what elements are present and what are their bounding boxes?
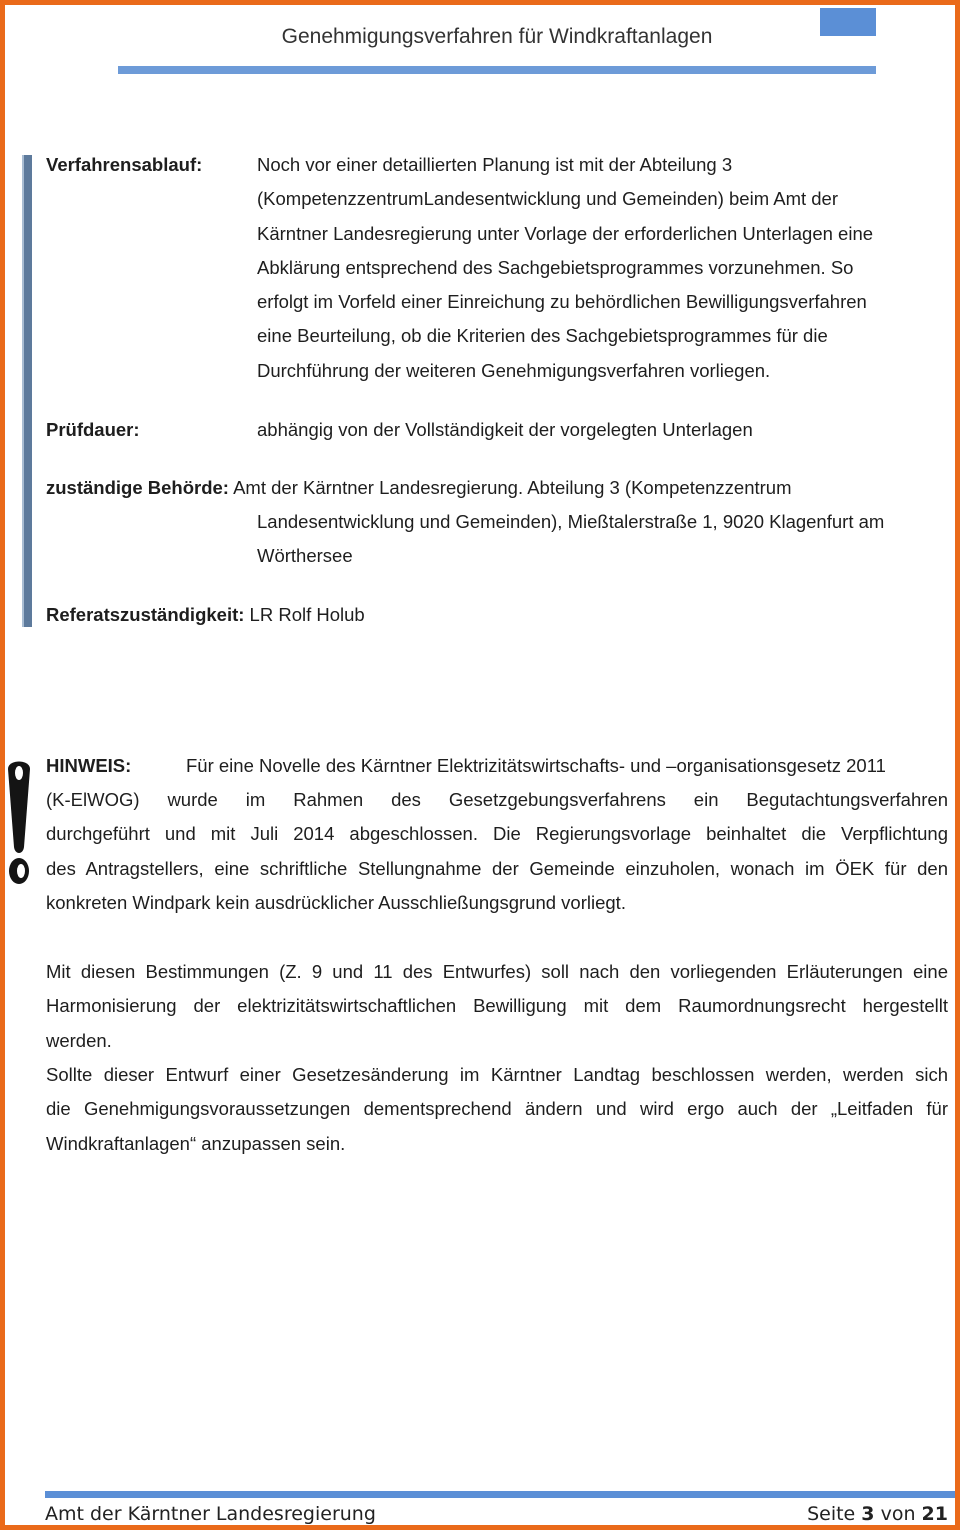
text-line: Kärntner Landesregierung unter Vorlage der erforderlichen Unterlagen eine bbox=[257, 222, 874, 244]
text-line: erfolgt im Vorfeld einer Einreichung zu behördlichen Bewilligungsverfahren bbox=[257, 291, 867, 313]
text-line: Wörthersee bbox=[257, 545, 353, 567]
text-line: Sollte dieser Entwurf einer Gesetzesänderung im Kärntner Landtag beschlossen werden, werden sich bbox=[46, 1064, 948, 1085]
text-line: (KompetenzzentrumLandesentwicklung und Gemeinden) beim Amt der bbox=[257, 188, 839, 210]
hinweis-label bbox=[46, 749, 131, 783]
text-line: werden. bbox=[46, 1029, 112, 1051]
text-line: Durchführung der weiteren Genehmigungsverfahren vorliegen. bbox=[257, 359, 771, 381]
header-accent-square bbox=[820, 8, 876, 36]
pruefdauer-value: abhängig von der Vollständigkeit der vorgelegten Unterlagen bbox=[257, 419, 753, 440]
text-line: Noch vor einer detaillierten Planung ist mit der Abteilung 3 bbox=[257, 154, 733, 175]
referat-value: LR Rolf Holub bbox=[249, 604, 365, 625]
behoerde-first-line: Amt der Kärntner Landesregierung. Abteilung 3 (Kompetenzzentrum bbox=[233, 477, 792, 498]
verfahrensablauf-text bbox=[257, 148, 937, 388]
referat-row bbox=[46, 598, 365, 632]
page-prefix: Seite bbox=[807, 1503, 856, 1525]
text-line: (K-ElWOG) wurde im Rahmen des Gesetzgebungsverfahrens ein Begutachtungsverfahren bbox=[46, 789, 948, 810]
page-current: 3 bbox=[861, 1503, 875, 1525]
text-line: eine Beurteilung, ob die Kriterien des Sachgebietsprogrammes für die bbox=[257, 325, 828, 347]
behoerde-row bbox=[46, 471, 792, 505]
text-line: Windkraftanlagen“ anzupassen sein. bbox=[46, 1132, 346, 1154]
section-side-bar bbox=[22, 155, 32, 627]
pruefdauer-label: Prüfdauer: bbox=[46, 419, 140, 440]
page-separator: von bbox=[880, 1503, 916, 1525]
footer-organization: Amt der Kärntner Landesregierung bbox=[45, 1503, 376, 1525]
text-line: die Genehmigungsvoraussetzungen dementsprechend ändern und wird ergo auch der „Leitfaden für bbox=[46, 1098, 948, 1120]
text-line: Harmonisierung der elektrizitätswirtschaftlichen Bewilligung mit dem Raumordnungsrecht hergestellt bbox=[46, 995, 948, 1017]
paragraph-entwurf bbox=[46, 1058, 948, 1161]
paragraph-bestimmungen bbox=[46, 955, 948, 1058]
hinweis-text bbox=[46, 783, 948, 920]
text-line: durchgeführt und mit Juli 2014 abgeschlossen. Die Regierungsvorlage beinhaltet die Verpflichtung bbox=[46, 823, 948, 845]
hinweis-first-line: Für eine Novelle des Kärntner Elektrizitätswirtschafts- und –organisationsgesetz 2011 bbox=[186, 755, 886, 776]
text-line: des Antragstellers, eine schriftliche Stellungnahme der Gemeinde einzuholen, wonach im ÖEK für den bbox=[46, 857, 948, 879]
page-total: 21 bbox=[921, 1503, 948, 1525]
header-rule bbox=[118, 66, 876, 74]
footer-rule bbox=[45, 1491, 955, 1498]
behoerde-text bbox=[257, 505, 947, 574]
referat-label: Referatszuständigkeit: bbox=[46, 604, 245, 625]
hinweis-label-text: HINWEIS: bbox=[46, 755, 132, 776]
text-line: Mit diesen Bestimmungen (Z. 9 und 11 des Entwurfes) soll nach den vorliegenden Erläuterungen eine bbox=[46, 961, 948, 982]
text-line: konkreten Windpark kein ausdrücklicher Ausschließungsgrund vorliegt. bbox=[46, 891, 626, 913]
exclamation-icon bbox=[4, 755, 34, 890]
text-line: Abklärung entsprechend des Sachgebietsprogrammes vorzunehmen. So bbox=[257, 256, 854, 278]
page-title: Genehmigungsverfahren für Windkraftanlagen bbox=[281, 25, 713, 48]
text-line: Landesentwicklung und Gemeinden), Mießtalerstraße 1, 9020 Klagenfurt am bbox=[257, 511, 885, 532]
verfahrensablauf-label: Verfahrensablauf: bbox=[46, 154, 203, 175]
footer-page-number bbox=[807, 1503, 948, 1525]
behoerde-label: zuständige Behörde: bbox=[46, 477, 229, 498]
